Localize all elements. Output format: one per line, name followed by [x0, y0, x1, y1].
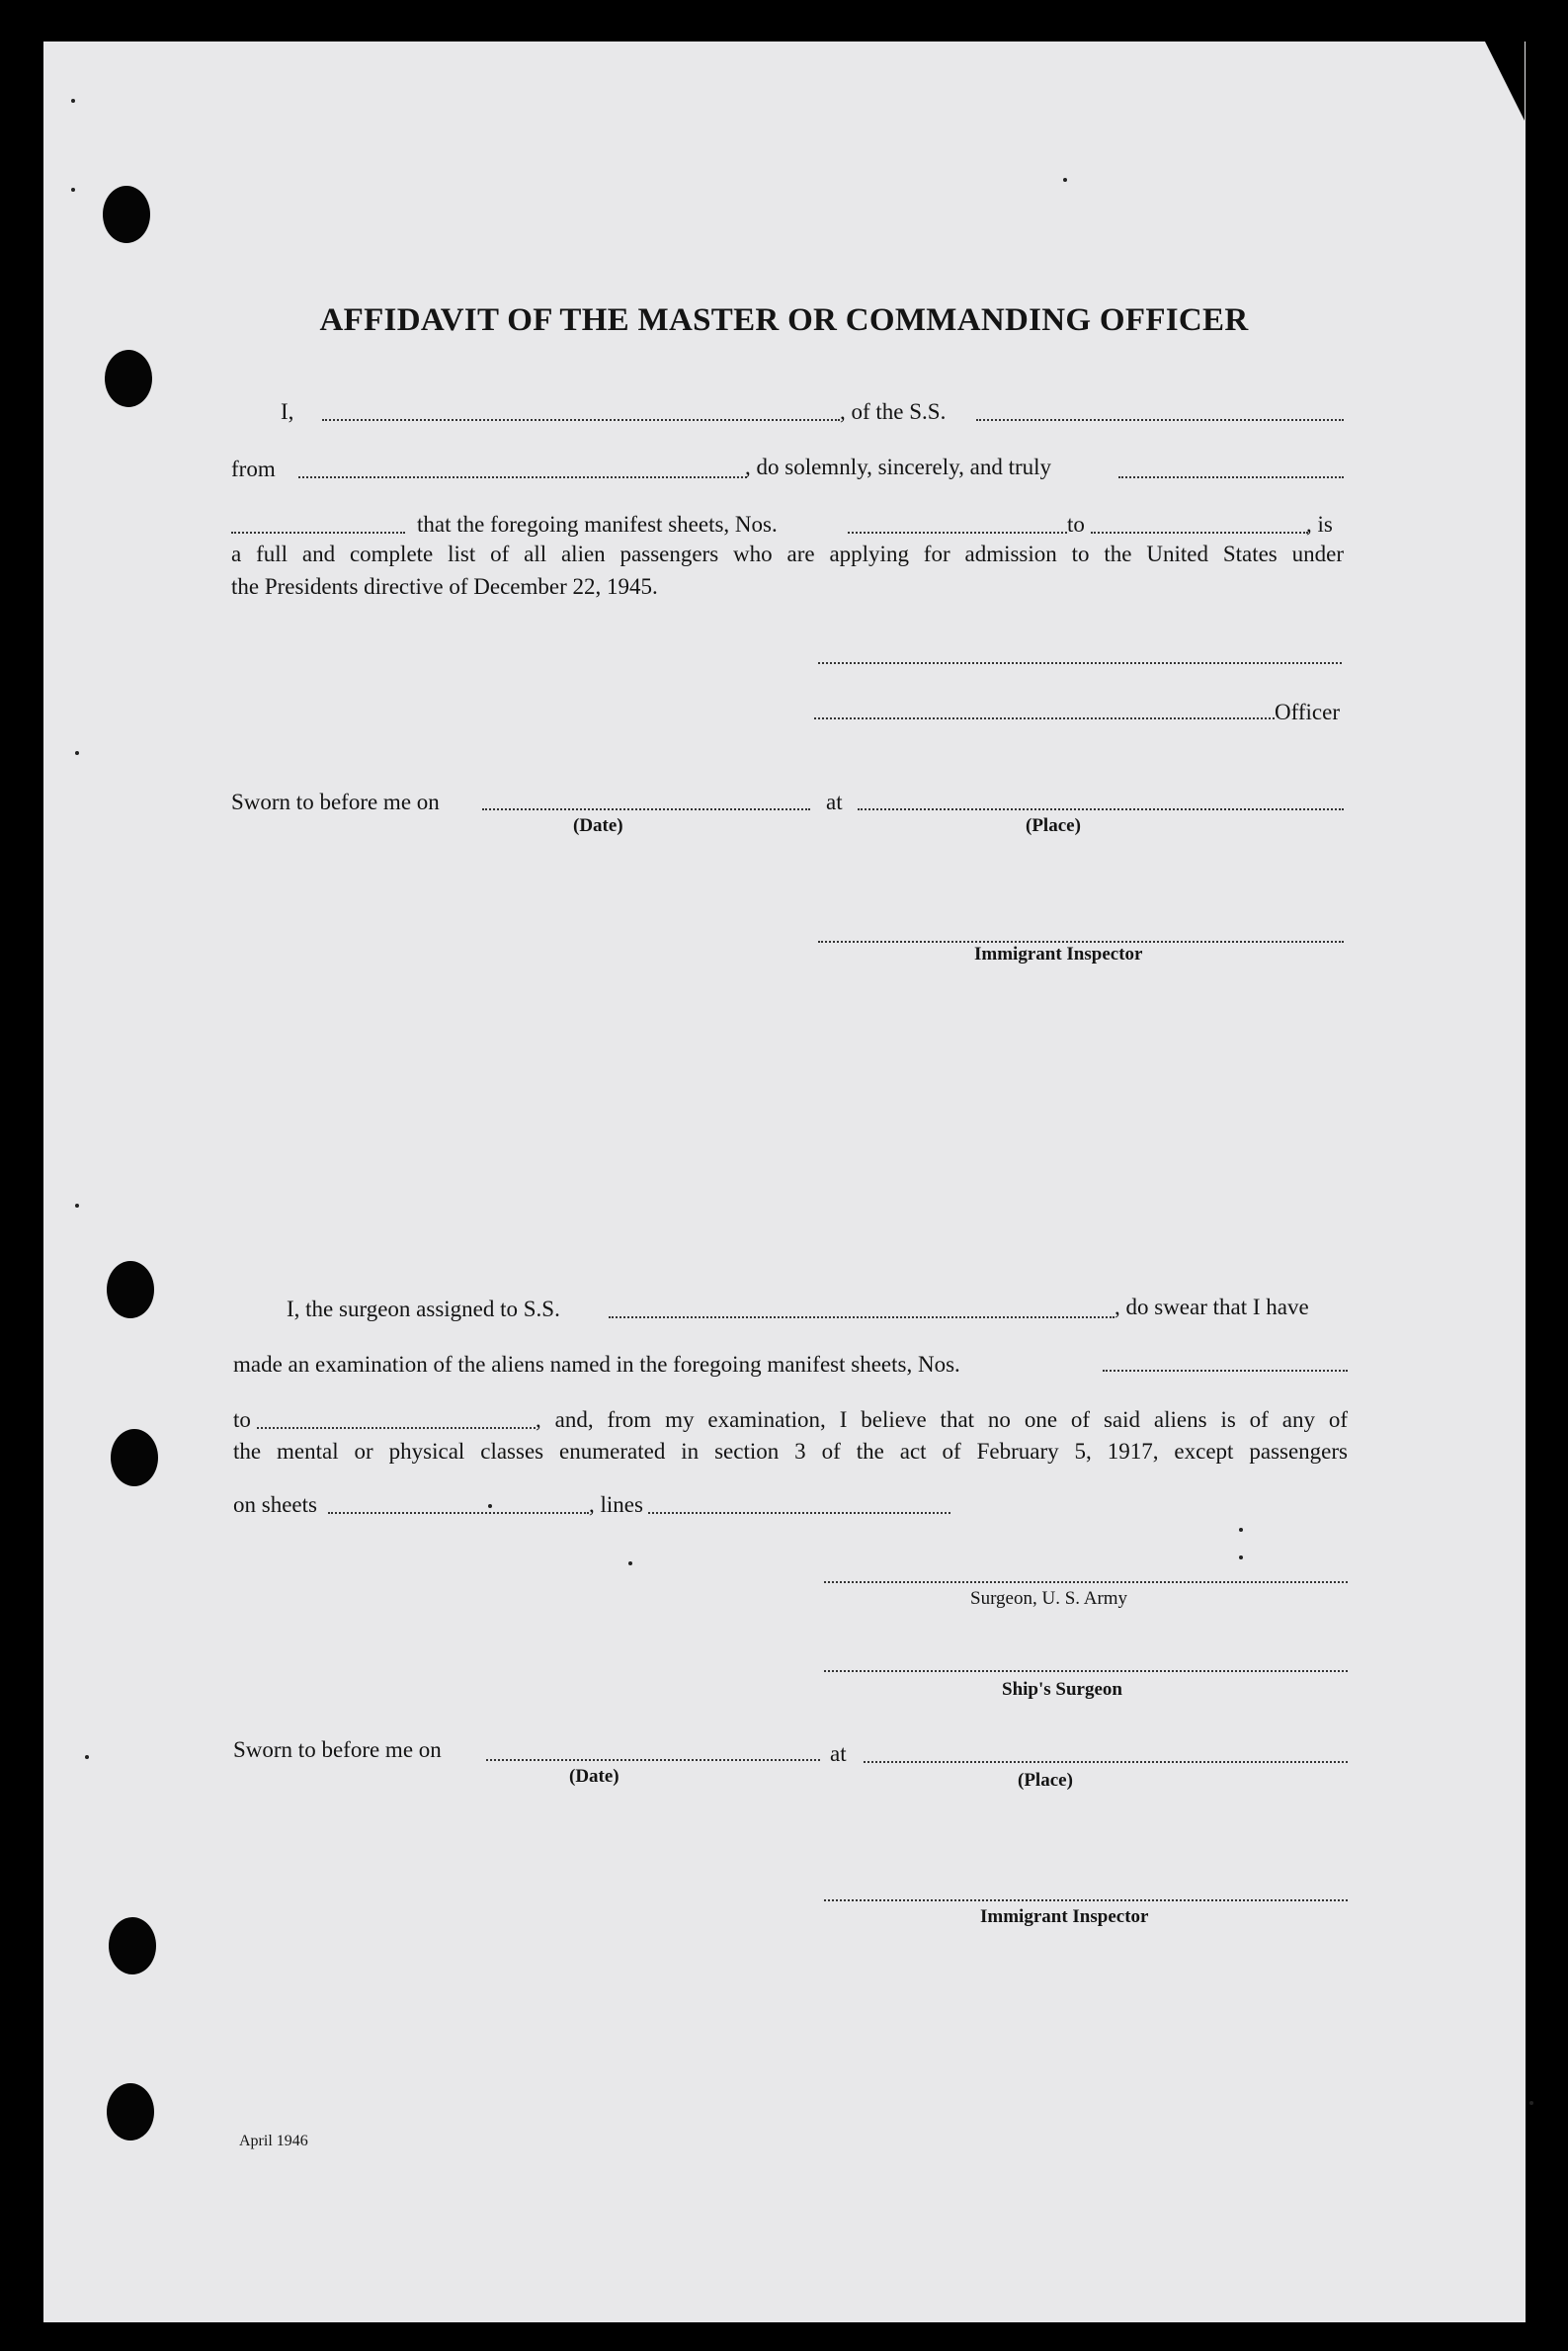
from-port-field[interactable] — [298, 476, 747, 478]
inspector-label: Immigrant Inspector — [974, 944, 1143, 965]
foregoing-label: that the foregoing manifest sheets, Nos. — [417, 512, 778, 537]
form-date-stamp: April 1946 — [239, 2133, 308, 2149]
surgeon-sworn-label: Sworn to before me on — [233, 1737, 442, 1762]
surgeon-at-label: at — [830, 1741, 847, 1766]
directive-line: the Presidents directive of December 22, 1945. — [231, 574, 658, 599]
punch-hole — [105, 350, 152, 407]
punch-hole — [109, 1917, 156, 1974]
except-lines-field[interactable] — [648, 1512, 950, 1514]
officer-signature-line-1[interactable] — [818, 662, 1342, 664]
army-surgeon-label: Surgeon, U. S. Army — [970, 1588, 1128, 1609]
surgeon-sworn-place-field[interactable] — [864, 1761, 1348, 1763]
surgeon-ship-field[interactable] — [609, 1316, 1114, 1318]
ships-surgeon-label: Ship's Surgeon — [1002, 1679, 1122, 1700]
speck — [1239, 1555, 1243, 1559]
speck — [75, 751, 79, 755]
speck — [628, 1561, 632, 1565]
place-caption: (Place) — [1026, 815, 1081, 836]
surgeon-inspector-label: Immigrant Inspector — [980, 1906, 1149, 1927]
surgeon-line-2: made an examination of the aliens named in the foregoing manifest sheets, Nos. — [233, 1352, 960, 1377]
affirm-field[interactable] — [231, 532, 405, 534]
punch-hole — [103, 186, 150, 243]
speck — [1063, 178, 1067, 182]
speck — [488, 1504, 492, 1508]
surgeon-place-caption: (Place) — [1018, 1770, 1073, 1791]
surgeon-line-1-end: , do swear that I have — [1114, 1295, 1309, 1319]
sheet-nos-from-field[interactable] — [848, 532, 1067, 534]
surgeon-sheet-nos-field[interactable] — [1103, 1370, 1348, 1372]
surgeon-to-label: to — [233, 1407, 251, 1432]
army-surgeon-signature-line[interactable] — [824, 1581, 1348, 1583]
sheet-nos-to-field[interactable] — [1091, 532, 1308, 534]
ships-surgeon-signature-line[interactable] — [824, 1670, 1348, 1672]
surgeon-date-caption: (Date) — [569, 1766, 619, 1787]
ship-name-field[interactable] — [976, 419, 1344, 421]
except-sheets-field[interactable] — [328, 1512, 589, 1514]
surgeon-line-1-start: I, the surgeon assigned to S.S. — [287, 1297, 560, 1321]
speck — [71, 188, 75, 192]
punch-hole — [111, 1429, 158, 1486]
surgeon-line-3: , and, from my examination, I believe that no one of said aliens is of any of — [536, 1407, 1348, 1432]
form-sheet — [43, 42, 1526, 2322]
surgeon-sworn-date-field[interactable] — [486, 1759, 820, 1761]
speck — [1529, 2101, 1533, 2105]
surgeon-sheet-to-field[interactable] — [257, 1427, 536, 1429]
solemnly-label: , do solemnly, sincerely, and truly — [745, 455, 1052, 479]
date-caption: (Date) — [573, 815, 623, 836]
at-label: at — [826, 790, 843, 814]
form-title: AFFIDAVIT OF THE MASTER OR COMMANDING OFFICER — [319, 302, 1249, 338]
swear-affirm-field[interactable] — [1118, 476, 1344, 478]
is-label: , is — [1306, 512, 1333, 537]
from-label: from — [231, 457, 276, 481]
sworn-place-field[interactable] — [858, 808, 1344, 810]
surgeon-inspector-signature-line[interactable] — [824, 1899, 1348, 1901]
full-list-line: a full and complete list of all alien passengers who are applying for admission to the United States under — [231, 542, 1344, 566]
speck — [85, 1755, 89, 1759]
of-ss-label: , of the S.S. — [840, 399, 947, 424]
i-label: I, — [281, 399, 294, 424]
speck — [75, 1204, 79, 1208]
speck — [1239, 1528, 1243, 1532]
punch-hole — [107, 1261, 154, 1318]
surgeon-line-4: the mental or physical classes enumerated in section 3 of the act of February 5, 1917, except passengers — [233, 1439, 1348, 1464]
lines-label: , lines — [589, 1492, 643, 1517]
officer-signature-line-2[interactable] — [814, 717, 1275, 719]
speck — [71, 99, 75, 103]
master-name-field[interactable] — [322, 419, 840, 421]
sworn-label: Sworn to before me on — [231, 790, 440, 814]
officer-label: Officer — [1275, 700, 1340, 724]
sworn-date-field[interactable] — [482, 808, 810, 810]
punch-hole — [107, 2083, 154, 2141]
on-sheets-label: on sheets — [233, 1492, 317, 1517]
to-label: to — [1067, 512, 1085, 537]
